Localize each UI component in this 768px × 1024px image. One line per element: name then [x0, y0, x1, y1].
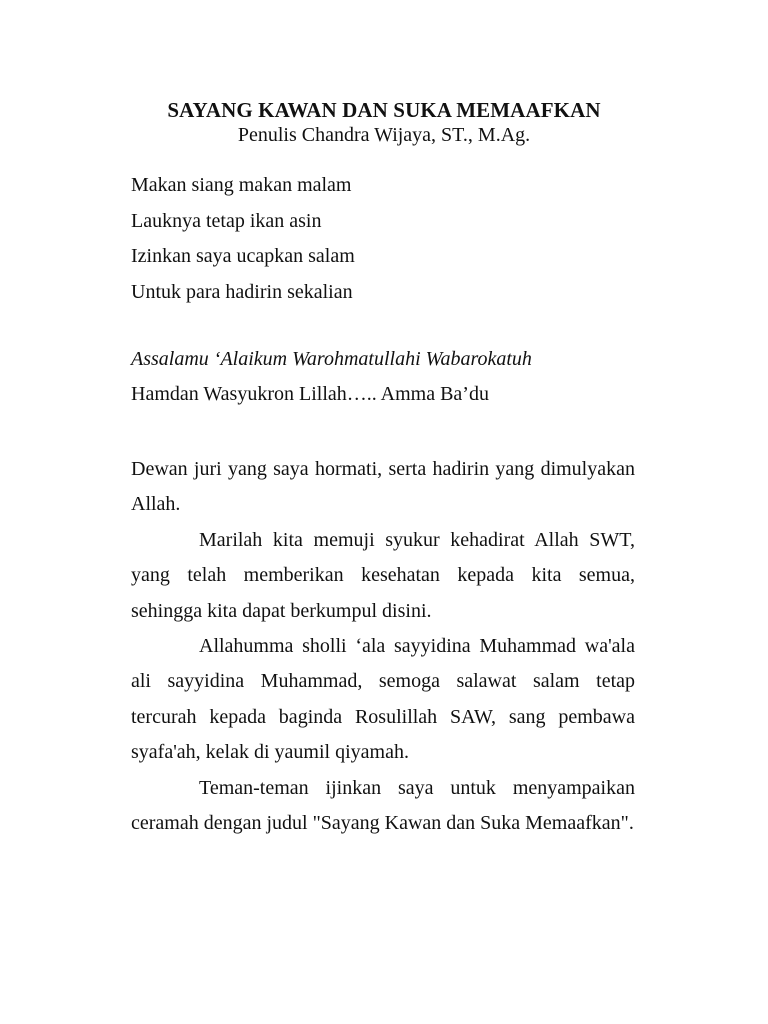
opening-poem [131, 168, 355, 310]
speech-body [131, 452, 635, 841]
greeting-line: Assalamu ‘Alaikum Warohmatullahi Wabarokatuh [131, 348, 532, 370]
document-title: SAYANG KAWAN DAN SUKA MEMAAFKAN [167, 98, 601, 122]
poem-line: Makan siang makan malam [131, 174, 352, 196]
paragraph: Allahumma sholli ‘ala sayyidina Muhammad wa'ala ali sayyidina Muhammad, semoga salawat salam tetap tercurah kepada baginda Rosulillah SAW, sang pembawa syafa'ah, kelak di yaumil qiyamah. [131, 635, 635, 764]
poem-line: Untuk para hadirin sekalian [131, 280, 353, 303]
paragraph: Teman-teman ijinkan saya untuk menyampaikan ceramah dengan judul "Sayang Kawan dan Suka Memaafkan". [131, 776, 635, 835]
document-author: Penulis Chandra Wijaya, ST., M.Ag. [237, 124, 531, 146]
poem-line: Izinkan saya ucapkan salam [131, 245, 355, 267]
opening-line: Hamdan Wasyukron Lillah….. Amma Ba’du [131, 383, 489, 405]
paragraph: Marilah kita memuji syukur kehadirat Allah SWT, yang telah memberikan kesehatan kepada kita semua, sehingga kita dapat berkumpul disini. [131, 528, 635, 622]
poem-line: Lauknya tetap ikan asin [131, 209, 322, 232]
paragraph: Dewan juri yang saya hormati, serta hadirin yang dimulyakan Allah. [131, 458, 635, 516]
